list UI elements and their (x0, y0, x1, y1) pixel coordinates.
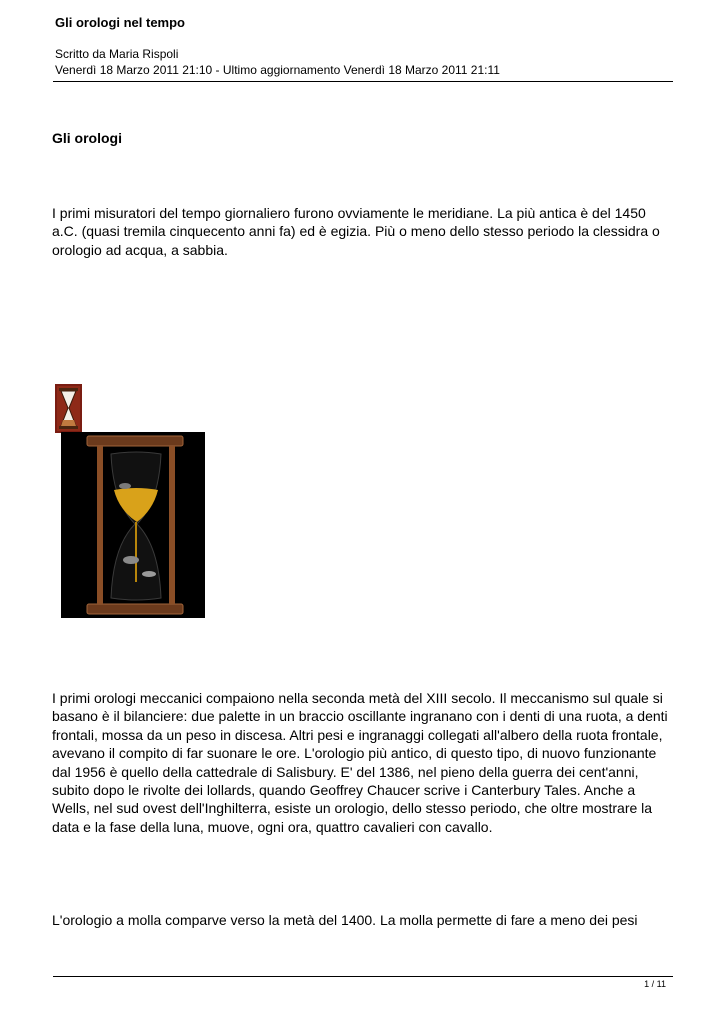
document-title: Gli orologi nel tempo (55, 15, 185, 30)
header-divider (53, 81, 673, 82)
paragraph-1: I primi misuratori del tempo giornaliero furono ovviamente le meridiane. La più antica è del 1450 a.C. (quasi tremila cinquecento anni fa) ed è egizia. Più o meno dello stesso periodo la clessidra o orologio ad acqua, a sabbia. (52, 205, 660, 258)
hourglass-image (61, 432, 205, 618)
date-line: Venerdì 18 Marzo 2011 21:10 - Ultimo aggiornamento Venerdì 18 Marzo 2011 21:11 (55, 63, 500, 77)
footer-divider (53, 976, 673, 977)
byline (55, 46, 500, 78)
paragraph-2: I primi orologi meccanici compaiono nella seconda metà del XIII secolo. Il meccanismo sul quale si basano è il bilanciere: due palette in un braccio oscillante ingranano con i denti di una ruota, a denti frontali, mossa da un peso in discesa. Altri pesi e ingranaggi collegati all'albero della ruota frontale, avevano il compito di far suonare le ore. L'orologio più antico, di questo tipo, di nuovo funzionante dal 1956 è quello della cattedrale di Salisbury. E' del 1386, nel pieno della guerra dei cent'anni, subito dopo le rivolte dei lollards, quando Geoffrey Chaucer scrive i Canterbury Tales. Anche a Wells, nel sud ovest dell'Inghilterra, esiste un orologio, dello stesso periodo, che oltre mostrare la data e la fase della luna, muove, ogni ora, quattro cavalieri con cavallo. (52, 690, 668, 835)
section-heading: Gli orologi (52, 130, 122, 146)
author-line: Scritto da Maria Rispoli (55, 47, 179, 61)
paragraph-3: L'orologio a molla comparve verso la metà del 1400. La molla permette di fare a meno dei pesi (52, 912, 638, 928)
small-hourglass-image (55, 384, 82, 433)
page-number: 1 / 11 (644, 979, 666, 989)
